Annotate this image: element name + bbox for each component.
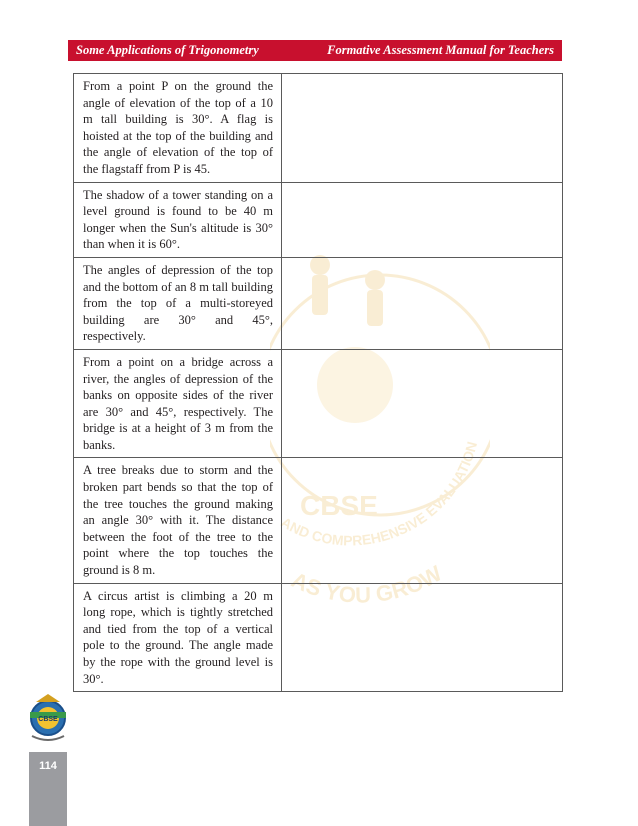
- answer-cell: [282, 257, 563, 349]
- table-row: [74, 583, 563, 692]
- table-row: [74, 257, 563, 349]
- question-cell: From a point P on the ground the angle of elevation of the top of a 10 m tall building is 30°. A flag is hoisted at the top of the building and the angle of elevation of the top of the flagstaff from P is 45.: [74, 74, 282, 183]
- answer-cell: [282, 458, 563, 583]
- watermark-motto: AS YOU GROW: [287, 560, 447, 608]
- table-row: [74, 74, 563, 183]
- watermark-arc-text: AND COMPREHENSIVE EVALUATION: [278, 439, 481, 549]
- answer-cell: [282, 74, 563, 183]
- answer-cell: [282, 349, 563, 458]
- page-header: [68, 40, 562, 61]
- watermark-brand: CBSE: [300, 490, 378, 521]
- answer-cell: [282, 583, 563, 692]
- question-cell: A circus artist is climbing a 20 m long rope, which is tightly stretched and tied from the top of a vertical pole to the ground. The angle made by the rope with the ground level is 30°.: [74, 583, 282, 692]
- table-row: [74, 349, 563, 458]
- table-row: [74, 458, 563, 583]
- page-number: 114: [39, 760, 57, 772]
- question-cell: The angles of depression of the top and the bottom of an 8 m tall building from the top of a multi-storeyed building are 30° and 45°, respectively.: [74, 257, 282, 349]
- question-cell: A tree breaks due to storm and the broken part bends so that the top of the tree touches the ground making an angle 30° with it. The distance between the foot of the tree to the point where the top touches the ground is 8 m.: [74, 458, 282, 583]
- question-cell: The shadow of a tower standing on a level ground is found to be 40 m longer when the Sun's altitude is 30° than when it is 60°.: [74, 182, 282, 257]
- chapter-title: Some Applications of Trigonometry: [76, 43, 259, 57]
- manual-title: Formative Assessment Manual for Teachers: [327, 43, 554, 57]
- table-row: [74, 182, 563, 257]
- question-cell: From a point on a bridge across a river, the angles of depression of the banks on opposite sides of the river are 30° and 45°, respectively. The bridge is at a height of 3 m from the banks.: [74, 349, 282, 458]
- page-number-strip: [29, 752, 67, 826]
- cbse-logo-icon: [24, 690, 72, 746]
- logo-caption: CBSE: [38, 716, 58, 723]
- question-table: [73, 73, 563, 692]
- answer-cell: [282, 182, 563, 257]
